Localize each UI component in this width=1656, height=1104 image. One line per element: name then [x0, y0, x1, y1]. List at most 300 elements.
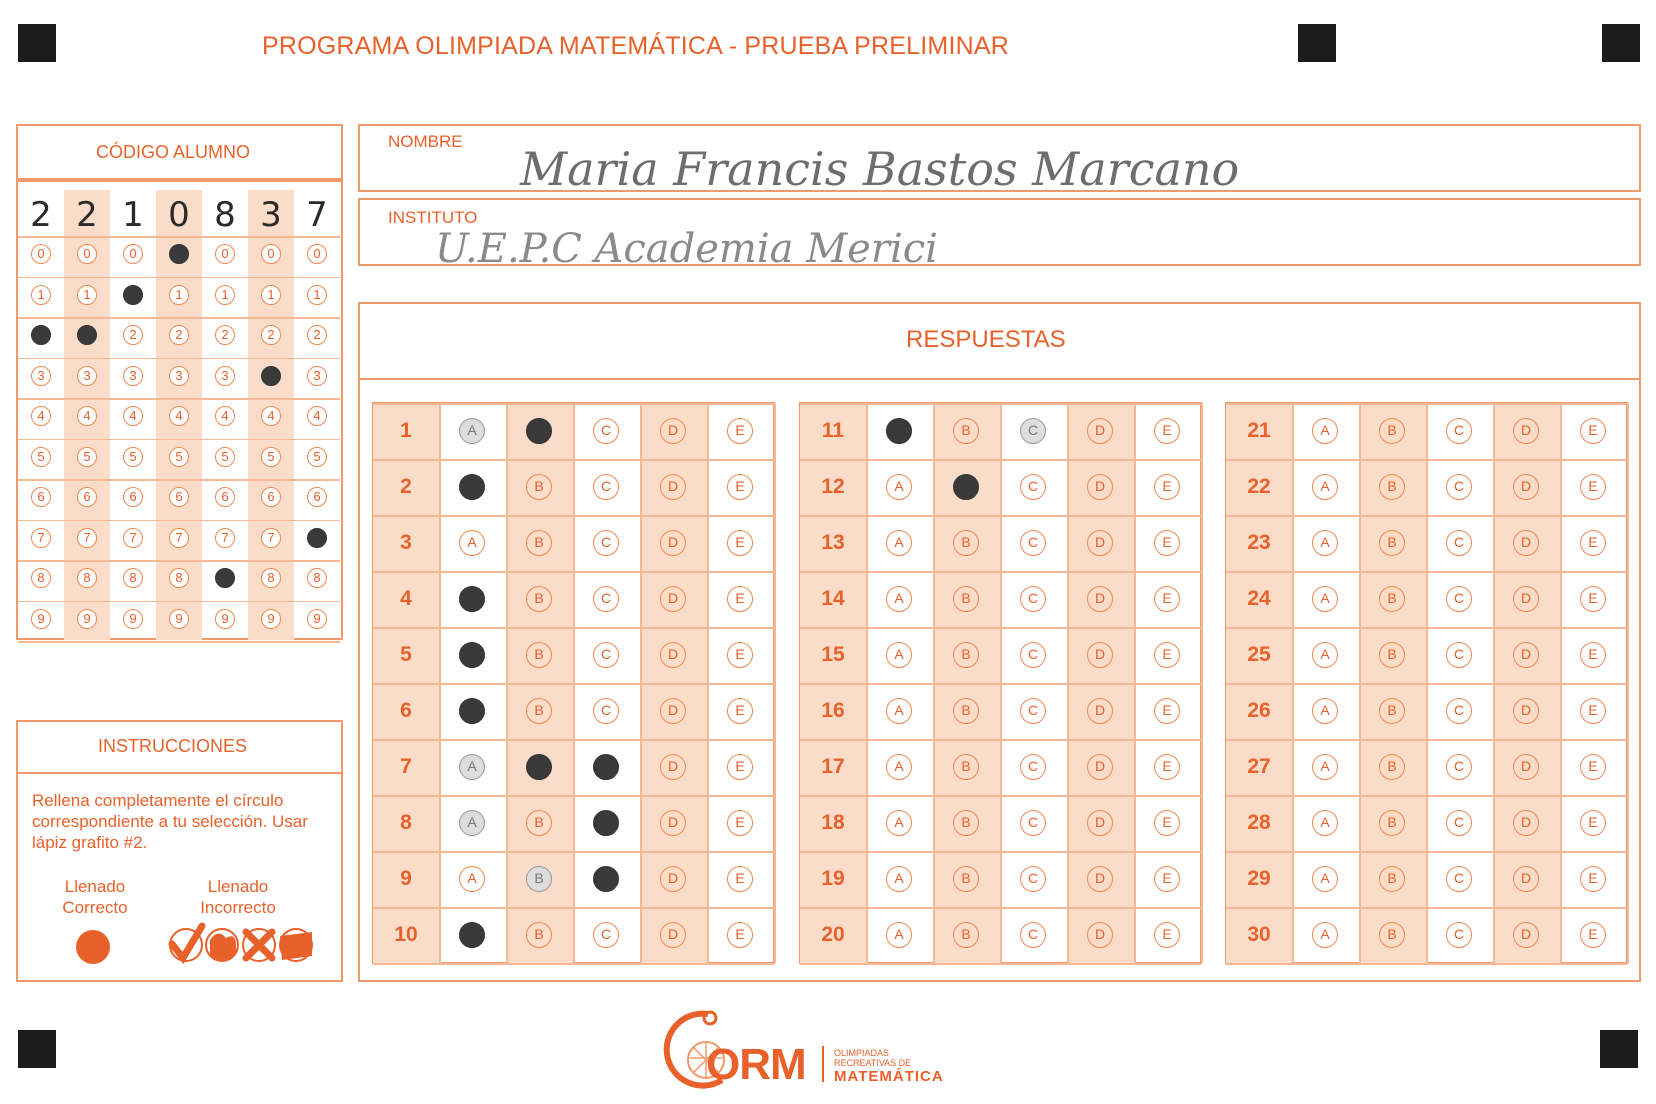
question-number: 29: [1247, 867, 1271, 890]
answer-col-line: [1292, 403, 1294, 963]
answer-bubble[interactable]: C: [1446, 474, 1472, 500]
question-number: 6: [400, 699, 412, 722]
code-bubble[interactable]: 5: [31, 447, 51, 467]
answer-bubble[interactable]: C: [593, 474, 619, 500]
answer-bubble[interactable]: E: [1154, 642, 1180, 668]
answer-bubble[interactable]: A: [1312, 866, 1338, 892]
answer-col-line: [933, 403, 935, 963]
answer-bubble[interactable]: B: [953, 418, 979, 444]
answer-bubble[interactable]: A: [1312, 754, 1338, 780]
answer-bubble[interactable]: C: [593, 866, 619, 892]
answer-bubble[interactable]: C: [593, 642, 619, 668]
answer-bubble[interactable]: A: [886, 530, 912, 556]
answer-col-line: [866, 403, 868, 963]
code-row-line: [18, 358, 340, 360]
code-bubble[interactable]: 0: [307, 244, 327, 264]
code-bubble[interactable]: 6: [261, 487, 281, 507]
answer-bubble[interactable]: B: [526, 754, 552, 780]
answer-bubble[interactable]: B: [1379, 866, 1405, 892]
code-bubble[interactable]: 4: [215, 406, 235, 426]
answer-bubble[interactable]: C: [1020, 866, 1046, 892]
answer-bubble[interactable]: B: [953, 754, 979, 780]
answer-bubble[interactable]: B: [526, 586, 552, 612]
respuestas-label: RESPUESTAS: [906, 326, 1066, 353]
code-bubble[interactable]: 2: [123, 325, 143, 345]
logo-line-1: OLIMPIADAS: [834, 1048, 890, 1058]
answer-bubble[interactable]: E: [1154, 586, 1180, 612]
answer-bubble[interactable]: A: [886, 642, 912, 668]
answer-bubble[interactable]: C: [1446, 698, 1472, 724]
question-number: 10: [394, 923, 418, 946]
code-row-line: [18, 398, 340, 400]
answer-row-line: [800, 963, 1201, 965]
code-row-line: [18, 277, 340, 279]
answer-bubble[interactable]: E: [1154, 530, 1180, 556]
code-bubble[interactable]: 8: [123, 568, 143, 588]
code-bubble[interactable]: 2: [261, 325, 281, 345]
question-number: 12: [821, 475, 845, 498]
code-bubble[interactable]: 8: [77, 568, 97, 588]
question-number: 9: [400, 867, 412, 890]
answer-col-line: [439, 403, 441, 963]
correct-fill-label: Llenado Correcto: [62, 877, 128, 917]
answer-bubble[interactable]: D: [1087, 586, 1113, 612]
answer-bubble[interactable]: D: [1087, 754, 1113, 780]
code-written-digit[interactable]: 1: [122, 195, 144, 235]
answer-bubble[interactable]: E: [727, 642, 753, 668]
answer-col-line: [1000, 403, 1002, 963]
code-row-line: [18, 479, 340, 481]
answer-bubble[interactable]: C: [593, 698, 619, 724]
code-bubble[interactable]: 6: [77, 487, 97, 507]
answer-bubble[interactable]: E: [1154, 810, 1180, 836]
question-number: 22: [1247, 475, 1271, 498]
answer-bubble[interactable]: C: [593, 810, 619, 836]
code-bubble[interactable]: 1: [261, 285, 281, 305]
answer-bubble[interactable]: E: [727, 810, 753, 836]
code-bubble[interactable]: 0: [77, 244, 97, 264]
answer-bubble[interactable]: E: [727, 418, 753, 444]
answer-bubble[interactable]: A: [1312, 586, 1338, 612]
answer-bubble[interactable]: A: [1312, 642, 1338, 668]
answer-bubble[interactable]: C: [1020, 810, 1046, 836]
answer-bubble[interactable]: D: [1087, 810, 1113, 836]
answer-bubble[interactable]: B: [526, 922, 552, 948]
question-number: 4: [400, 587, 412, 610]
answer-col-line: [1627, 403, 1629, 963]
answer-bubble[interactable]: D: [1513, 866, 1539, 892]
answer-bubble[interactable]: E: [1154, 418, 1180, 444]
code-bubble[interactable]: 3: [261, 366, 281, 386]
answer-bubble[interactable]: E: [1154, 698, 1180, 724]
code-bubble[interactable]: 1: [215, 285, 235, 305]
code-bubble[interactable]: 7: [77, 528, 97, 548]
code-bubble[interactable]: 7: [215, 528, 235, 548]
answer-bubble[interactable]: A: [886, 474, 912, 500]
answer-bubble[interactable]: E: [1580, 866, 1606, 892]
answer-bubble[interactable]: B: [526, 474, 552, 500]
answer-bubble[interactable]: E: [1580, 586, 1606, 612]
code-bubble[interactable]: 1: [77, 285, 97, 305]
answer-bubble[interactable]: E: [1154, 922, 1180, 948]
answer-bubble[interactable]: A: [459, 754, 485, 780]
code-bubble[interactable]: 0: [215, 244, 235, 264]
answer-bubble[interactable]: A: [1312, 474, 1338, 500]
question-number: 2: [400, 475, 412, 498]
answer-bubble[interactable]: B: [1379, 642, 1405, 668]
answer-bubble[interactable]: A: [459, 418, 485, 444]
code-bubble[interactable]: 7: [261, 528, 281, 548]
code-bubble[interactable]: 0: [31, 244, 51, 264]
code-bubble[interactable]: 9: [215, 609, 235, 629]
question-number: 18: [821, 811, 845, 834]
code-bubble[interactable]: 6: [307, 487, 327, 507]
answer-bubble[interactable]: D: [660, 866, 686, 892]
incorrect-fill-examples-icon: [166, 922, 318, 968]
nombre-label: NOMBRE: [388, 132, 463, 151]
answer-bubble[interactable]: D: [660, 698, 686, 724]
code-bubble[interactable]: 2: [169, 325, 189, 345]
code-written-digit[interactable]: 3: [260, 195, 282, 235]
answer-col-line: [1359, 403, 1361, 963]
answer-bubble[interactable]: C: [1020, 418, 1046, 444]
answer-bubble[interactable]: B: [1379, 586, 1405, 612]
answer-bubble[interactable]: D: [1513, 474, 1539, 500]
question-number: 17: [821, 755, 845, 778]
answer-bubble[interactable]: D: [1513, 698, 1539, 724]
code-bubble[interactable]: 1: [31, 285, 51, 305]
answer-bubble[interactable]: A: [459, 866, 485, 892]
answer-bubble[interactable]: A: [459, 810, 485, 836]
answer-bubble[interactable]: B: [953, 810, 979, 836]
code-bubble[interactable]: 4: [261, 406, 281, 426]
code-bubble[interactable]: 0: [169, 244, 189, 264]
answer-bubble[interactable]: B: [953, 866, 979, 892]
code-bubble[interactable]: 4: [307, 406, 327, 426]
answer-bubble[interactable]: C: [1446, 642, 1472, 668]
code-bubble[interactable]: 0: [261, 244, 281, 264]
answer-bubble[interactable]: B: [953, 586, 979, 612]
answer-bubble[interactable]: B: [1379, 698, 1405, 724]
answer-bubble[interactable]: C: [1020, 586, 1046, 612]
answer-bubble[interactable]: E: [1580, 922, 1606, 948]
code-bubble[interactable]: 5: [261, 447, 281, 467]
answer-col-line: [1493, 403, 1495, 963]
answer-bubble[interactable]: C: [593, 530, 619, 556]
answer-bubble[interactable]: C: [1446, 922, 1472, 948]
question-number: 8: [400, 811, 412, 834]
answer-bubble[interactable]: D: [660, 754, 686, 780]
code-bubble[interactable]: 5: [169, 447, 189, 467]
answer-bubble[interactable]: A: [886, 586, 912, 612]
answer-bubble[interactable]: C: [1020, 642, 1046, 668]
answer-bubble[interactable]: B: [526, 530, 552, 556]
answer-bubble[interactable]: A: [459, 474, 485, 500]
question-number: 15: [821, 643, 845, 666]
answer-bubble[interactable]: D: [1087, 922, 1113, 948]
answer-bubble[interactable]: A: [886, 810, 912, 836]
answer-bubble[interactable]: B: [1379, 530, 1405, 556]
answer-col-line: [707, 403, 709, 963]
code-bubble[interactable]: 1: [123, 285, 143, 305]
code-written-digit[interactable]: 0: [168, 195, 190, 235]
answer-col-line: [1201, 403, 1203, 963]
question-number: 19: [821, 867, 845, 890]
answer-bubble[interactable]: C: [1446, 530, 1472, 556]
answer-bubble[interactable]: D: [1513, 418, 1539, 444]
answer-bubble[interactable]: B: [526, 642, 552, 668]
question-number: 16: [821, 699, 845, 722]
answer-row-line: [373, 963, 774, 965]
code-bubble[interactable]: 6: [169, 487, 189, 507]
code-bubble[interactable]: 3: [77, 366, 97, 386]
code-bubble[interactable]: 4: [77, 406, 97, 426]
question-number: 1: [400, 419, 412, 442]
code-bubble[interactable]: 3: [31, 366, 51, 386]
answer-bubble[interactable]: D: [1087, 698, 1113, 724]
answer-bubble[interactable]: E: [1580, 474, 1606, 500]
logo-line-2: RECREATIVAS DE: [834, 1058, 912, 1068]
answer-bubble[interactable]: D: [1513, 642, 1539, 668]
answer-bubble[interactable]: B: [526, 418, 552, 444]
answer-bubble[interactable]: C: [593, 754, 619, 780]
answer-bubble[interactable]: E: [727, 530, 753, 556]
answer-bubble[interactable]: E: [1580, 642, 1606, 668]
code-bubble[interactable]: 9: [261, 609, 281, 629]
answer-bubble[interactable]: A: [1312, 418, 1338, 444]
answer-bubble[interactable]: C: [1020, 754, 1046, 780]
code-row-line: [18, 560, 340, 562]
code-bubble[interactable]: 9: [77, 609, 97, 629]
code-row-line: [18, 236, 340, 238]
question-number: 21: [1247, 419, 1271, 442]
answer-bubble[interactable]: B: [1379, 922, 1405, 948]
answer-bubble[interactable]: D: [1513, 810, 1539, 836]
answer-bubble[interactable]: D: [1087, 418, 1113, 444]
answer-bubble[interactable]: C: [593, 418, 619, 444]
page-title: PROGRAMA OLIMPIADA MATEMÁTICA - PRUEBA PRELIMINAR: [262, 32, 1009, 60]
logo-separator: [822, 1046, 824, 1082]
answer-bubble[interactable]: A: [459, 642, 485, 668]
answer-bubble[interactable]: D: [660, 810, 686, 836]
instituto-value[interactable]: U.E.P.C Academia Merici: [435, 226, 938, 272]
code-bubble[interactable]: 1: [307, 285, 327, 305]
registration-marker-bottom-right: [1600, 1030, 1638, 1068]
answer-bubble[interactable]: C: [1020, 530, 1046, 556]
instrucciones-text: Rellena completamente el círculo correspondiente a tu selección. Usar lápiz grafito #2.: [32, 791, 308, 852]
answer-bubble[interactable]: B: [526, 866, 552, 892]
answer-bubble[interactable]: D: [1087, 642, 1113, 668]
answer-bubble[interactable]: A: [459, 698, 485, 724]
code-bubble[interactable]: 8: [307, 568, 327, 588]
answer-bubble[interactable]: D: [660, 418, 686, 444]
code-bubble[interactable]: 9: [169, 609, 189, 629]
code-row-line: [18, 520, 340, 522]
answer-bubble[interactable]: C: [1446, 586, 1472, 612]
answer-col-line: [1067, 403, 1069, 963]
answer-bubble[interactable]: A: [1312, 530, 1338, 556]
answer-bubble[interactable]: D: [660, 922, 686, 948]
answer-bubble[interactable]: E: [1154, 866, 1180, 892]
code-bubble[interactable]: 3: [123, 366, 143, 386]
code-bubble[interactable]: 5: [77, 447, 97, 467]
code-bubble[interactable]: 8: [261, 568, 281, 588]
question-number: 13: [821, 531, 845, 554]
question-number: 3: [400, 531, 412, 554]
answer-bubble[interactable]: E: [727, 754, 753, 780]
answer-bubble[interactable]: C: [1446, 866, 1472, 892]
answer-bubble[interactable]: E: [727, 474, 753, 500]
code-bubble[interactable]: 7: [307, 528, 327, 548]
code-bubble[interactable]: 8: [169, 568, 189, 588]
question-number: 25: [1247, 643, 1271, 666]
answer-bubble[interactable]: D: [1087, 866, 1113, 892]
answer-bubble[interactable]: A: [886, 754, 912, 780]
code-bubble[interactable]: 5: [123, 447, 143, 467]
instrucciones-label: INSTRUCCIONES: [98, 736, 248, 756]
answer-bubble[interactable]: D: [660, 474, 686, 500]
code-bubble[interactable]: 9: [123, 609, 143, 629]
instituto-label: INSTITUTO: [388, 208, 478, 227]
code-written-digit[interactable]: 7: [306, 195, 328, 235]
answer-bubble[interactable]: D: [660, 642, 686, 668]
answer-bubble[interactable]: C: [593, 586, 619, 612]
code-row-line: [18, 601, 340, 603]
answer-bubble[interactable]: A: [1312, 698, 1338, 724]
incorrect-fill-label: Llenado Incorrecto: [200, 877, 276, 917]
code-bubble[interactable]: 3: [215, 366, 235, 386]
answer-bubble[interactable]: B: [1379, 418, 1405, 444]
code-bubble[interactable]: 0: [123, 244, 143, 264]
code-row-line: [18, 317, 340, 319]
answer-bubble[interactable]: B: [1379, 754, 1405, 780]
answer-bubble[interactable]: E: [727, 866, 753, 892]
code-bubble[interactable]: 9: [31, 609, 51, 629]
respuestas-divider: [360, 378, 1639, 380]
answer-bubble[interactable]: B: [1379, 474, 1405, 500]
code-bubble[interactable]: 6: [31, 487, 51, 507]
answer-bubble[interactable]: B: [526, 698, 552, 724]
answer-bubble[interactable]: A: [886, 866, 912, 892]
code-bubble[interactable]: 9: [307, 609, 327, 629]
answer-bubble[interactable]: A: [459, 922, 485, 948]
answer-bubble[interactable]: C: [1446, 754, 1472, 780]
answer-row-line: [1226, 963, 1627, 965]
answer-bubble[interactable]: E: [1580, 530, 1606, 556]
registration-marker-top-left: [18, 24, 56, 62]
code-bubble[interactable]: 2: [307, 325, 327, 345]
answer-bubble[interactable]: E: [1580, 698, 1606, 724]
answer-bubble[interactable]: A: [886, 922, 912, 948]
answer-bubble[interactable]: B: [526, 810, 552, 836]
answer-bubble[interactable]: C: [593, 922, 619, 948]
answer-bubble[interactable]: E: [1580, 754, 1606, 780]
answer-bubble[interactable]: A: [459, 530, 485, 556]
answer-bubble[interactable]: A: [1312, 810, 1338, 836]
logo-line-3: MATEMÁTICA: [834, 1068, 944, 1085]
answer-bubble[interactable]: B: [953, 474, 979, 500]
question-number: 20: [821, 923, 845, 946]
code-bubble[interactable]: 4: [31, 406, 51, 426]
code-bubble[interactable]: 8: [215, 568, 235, 588]
answer-bubble[interactable]: D: [660, 530, 686, 556]
answer-col-line: [1426, 403, 1428, 963]
code-bubble[interactable]: 2: [31, 325, 51, 345]
code-bubble[interactable]: 4: [123, 406, 143, 426]
answer-col-line: [774, 403, 776, 963]
code-bubble[interactable]: 6: [123, 487, 143, 507]
code-bubble[interactable]: 1: [169, 285, 189, 305]
nombre-value[interactable]: Maria Francis Bastos Marcano: [520, 142, 1240, 196]
answer-bubble[interactable]: C: [1446, 418, 1472, 444]
answer-bubble[interactable]: D: [1513, 754, 1539, 780]
code-bubble[interactable]: 3: [169, 366, 189, 386]
answer-bubble[interactable]: B: [953, 642, 979, 668]
code-bubble[interactable]: 3: [307, 366, 327, 386]
answer-bubble[interactable]: D: [1513, 586, 1539, 612]
answer-bubble[interactable]: B: [953, 922, 979, 948]
answer-bubble[interactable]: C: [1446, 810, 1472, 836]
code-bubble[interactable]: 8: [31, 568, 51, 588]
code-bubble[interactable]: 6: [215, 487, 235, 507]
code-bubble[interactable]: 7: [123, 528, 143, 548]
answer-bubble[interactable]: D: [1087, 474, 1113, 500]
code-bubble[interactable]: 4: [169, 406, 189, 426]
answer-bubble[interactable]: C: [1020, 922, 1046, 948]
answer-bubble[interactable]: E: [727, 586, 753, 612]
answer-bubble[interactable]: E: [727, 698, 753, 724]
question-number: 26: [1247, 699, 1271, 722]
answer-bubble[interactable]: C: [1020, 698, 1046, 724]
answer-bubble[interactable]: D: [1513, 530, 1539, 556]
answer-bubble[interactable]: E: [1580, 418, 1606, 444]
answer-bubble[interactable]: E: [1154, 474, 1180, 500]
question-number: 7: [400, 755, 412, 778]
code-written-digit[interactable]: 2: [30, 195, 52, 235]
answer-bubble[interactable]: C: [1020, 474, 1046, 500]
registration-marker-bottom-left: [18, 1030, 56, 1068]
answer-col-line: [1560, 403, 1562, 963]
code-bubble[interactable]: 5: [307, 447, 327, 467]
answer-bubble[interactable]: B: [953, 698, 979, 724]
answer-bubble[interactable]: A: [886, 698, 912, 724]
question-number: 11: [821, 419, 845, 442]
logo-mark: ORM: [706, 1040, 806, 1089]
answer-bubble[interactable]: B: [953, 530, 979, 556]
answer-bubble[interactable]: D: [1087, 530, 1113, 556]
code-bubble[interactable]: 2: [215, 325, 235, 345]
question-number: 30: [1247, 923, 1271, 946]
answer-bubble[interactable]: D: [1513, 922, 1539, 948]
answer-bubble[interactable]: A: [886, 418, 912, 444]
answer-bubble[interactable]: B: [1379, 810, 1405, 836]
answer-bubble[interactable]: E: [1154, 754, 1180, 780]
code-bubble[interactable]: 5: [215, 447, 235, 467]
answer-bubble[interactable]: A: [1312, 922, 1338, 948]
code-bubble[interactable]: 2: [77, 325, 97, 345]
answer-bubble[interactable]: E: [1580, 810, 1606, 836]
answer-bubble[interactable]: D: [660, 586, 686, 612]
code-bubble[interactable]: 7: [31, 528, 51, 548]
answer-bubble[interactable]: E: [727, 922, 753, 948]
code-written-digit[interactable]: 2: [76, 195, 98, 235]
code-bubble[interactable]: 7: [169, 528, 189, 548]
code-row-line: [18, 641, 340, 643]
registration-marker-top-right: [1602, 24, 1640, 62]
answer-bubble[interactable]: A: [459, 586, 485, 612]
question-number: 5: [400, 643, 412, 666]
code-written-digit[interactable]: 8: [214, 195, 236, 235]
